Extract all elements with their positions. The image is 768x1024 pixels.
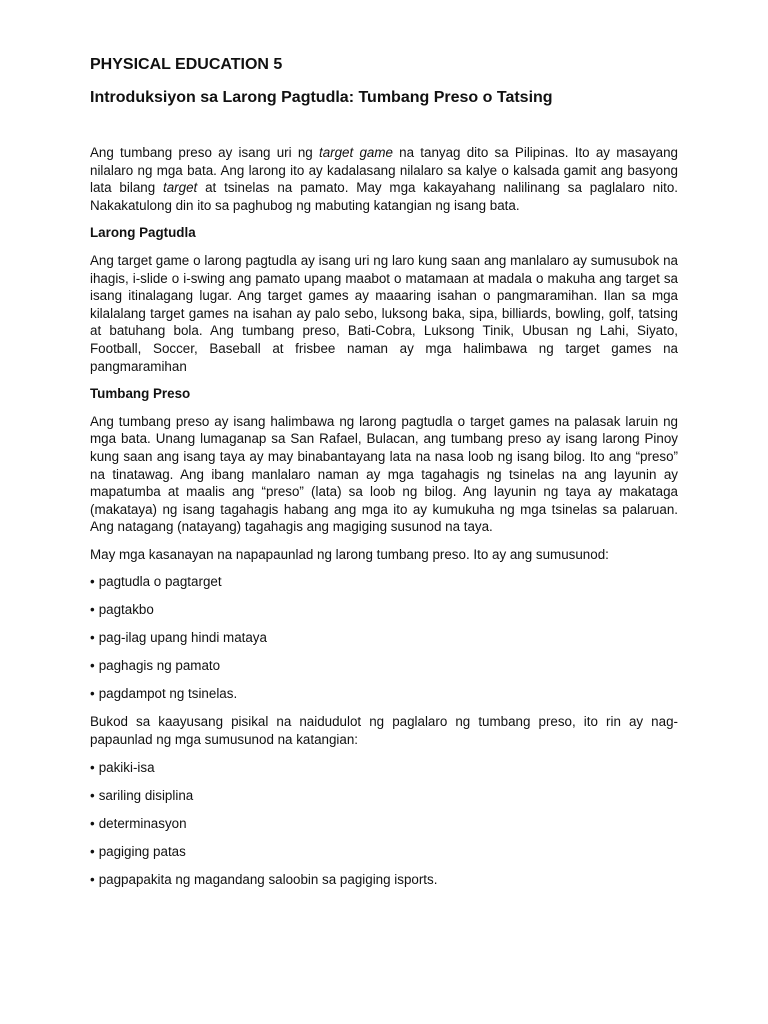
list-item bbox=[90, 787, 678, 805]
list-item-text: pakiki-isa bbox=[98, 759, 155, 775]
list-item bbox=[90, 601, 678, 619]
list-item-text: pagtakbo bbox=[98, 602, 154, 618]
intro-text-2: na tanyag dito sa Pilipinas. Ito ay masayang nilalaro ng mga bata. Ang larong ito ay kadalasang nilalaro sa kalye o kalsada gamit ang basyong lata bilang bbox=[90, 145, 678, 196]
list-item-text: determinasyon bbox=[98, 815, 187, 831]
bullet-glyph: • bbox=[90, 602, 95, 618]
document-title: PHYSICAL EDUCATION 5 bbox=[90, 56, 283, 73]
list-item-text: pagtudla o pagtarget bbox=[98, 574, 222, 590]
bullet-glyph: • bbox=[90, 574, 95, 590]
list-item bbox=[90, 657, 678, 675]
bullet-glyph: • bbox=[90, 759, 95, 775]
bullet-glyph: • bbox=[90, 815, 95, 831]
list-item-text: pagiging patas bbox=[98, 843, 186, 859]
list-item-text: pagpapakita ng magandang saloobin sa pagiging isports. bbox=[98, 871, 438, 887]
bullet-glyph: • bbox=[90, 658, 95, 674]
section-heading-tumbang-preso: Tumbang Preso bbox=[90, 386, 191, 402]
list-item bbox=[90, 843, 678, 861]
traits-intro-paragraph: Bukod sa kaayusang pisikal na naidudulot ng paglalaro ng tumbang preso, ito rin ay nag-papaunlad ng mga sumusunod na katangian: bbox=[90, 714, 678, 747]
intro-emphasis-target-game: target game bbox=[318, 145, 393, 160]
intro-emphasis-target: target bbox=[163, 180, 198, 196]
list-item bbox=[90, 685, 678, 703]
intro-text-1: Ang tumbang preso ay isang uri ng bbox=[90, 145, 319, 160]
list-item-text: pagdampot ng tsinelas. bbox=[98, 686, 238, 702]
list-item bbox=[90, 759, 678, 777]
bullet-glyph: • bbox=[90, 630, 95, 646]
bullet-glyph: • bbox=[90, 871, 95, 887]
skills-intro-paragraph: May mga kasanayan na napapaunlad ng larong tumbang preso. Ito ay ang sumusunod: bbox=[90, 546, 609, 562]
list-item-text: paghagis ng pamato bbox=[98, 658, 221, 674]
tumbang-preso-paragraph: Ang tumbang preso ay isang halimbawa ng larong pagtudla o target games na palasak laruin ng mga bata. Unang lumaganap sa San Rafael, Bulacan, ang tumbang preso ay isang larong Pinoy kung saan ang isang taya ay may binabantayang lata na nasa loob ng isang bilog. Ito ang “preso” na tinatawag. Ang ibang manlalaro naman ay mga tagahagis ng tsinelas na ang layunin ay mapatumba at maalis ang “preso” (lata) sa loob ng bilog. Ang layunin ng taya ay makataga (makataya) ng isang tagahagis habang ang mga ito ay kumukuha ng mga tsinelas sa palaruan. Ang natagang (natayang) tagahagis ang magiging susunod na taya. bbox=[90, 413, 678, 535]
bullet-glyph: • bbox=[90, 686, 95, 702]
intro-text-3: at tsinelas na pamato. May mga kakayahang nalilinang sa paglalaro nito. Nakakatulong din ito sa paghubog ng mabuting katangian ng isang bata. bbox=[90, 180, 678, 213]
bullet-glyph: • bbox=[90, 787, 95, 803]
section-heading-larong-pagtudla: Larong Pagtudla bbox=[90, 225, 196, 241]
list-item-text: pag-ilag upang hindi mataya bbox=[98, 630, 267, 646]
list-item bbox=[90, 573, 678, 591]
list-item bbox=[90, 871, 678, 889]
list-item-text: sariling disiplina bbox=[98, 787, 194, 803]
bullet-glyph: • bbox=[90, 843, 95, 859]
list-item bbox=[90, 815, 678, 833]
list-item bbox=[90, 629, 678, 647]
document-subtitle: Introduksiyon sa Larong Pagtudla: Tumbang Preso o Tatsing bbox=[90, 89, 553, 106]
larong-pagtudla-paragraph: Ang target game o larong pagtudla ay isang uri ng laro kung saan ang manlalaro ay sumusubok na ihagis, i-slide o i-swing ang pamato upang maabot o matamaan at madala o makuha ang target sa isang itinalagang lugar. Ang target games ay maaaring isahan o pangmaramihan. Ilan sa mga kilalalang target games na isahan ay palo sebo, luksong baka, sipa, billiards, bowling, golf, tatsing at batuhang bola. Ang tumbang preso, Bati-Cobra, Luksong Tinik, Ubusan ng Lahi, Siyato, Football, Soccer, Baseball at frisbee naman ay mga halimbawa ng target games na pangmaramihan bbox=[90, 252, 678, 374]
intro-paragraph bbox=[90, 144, 678, 214]
